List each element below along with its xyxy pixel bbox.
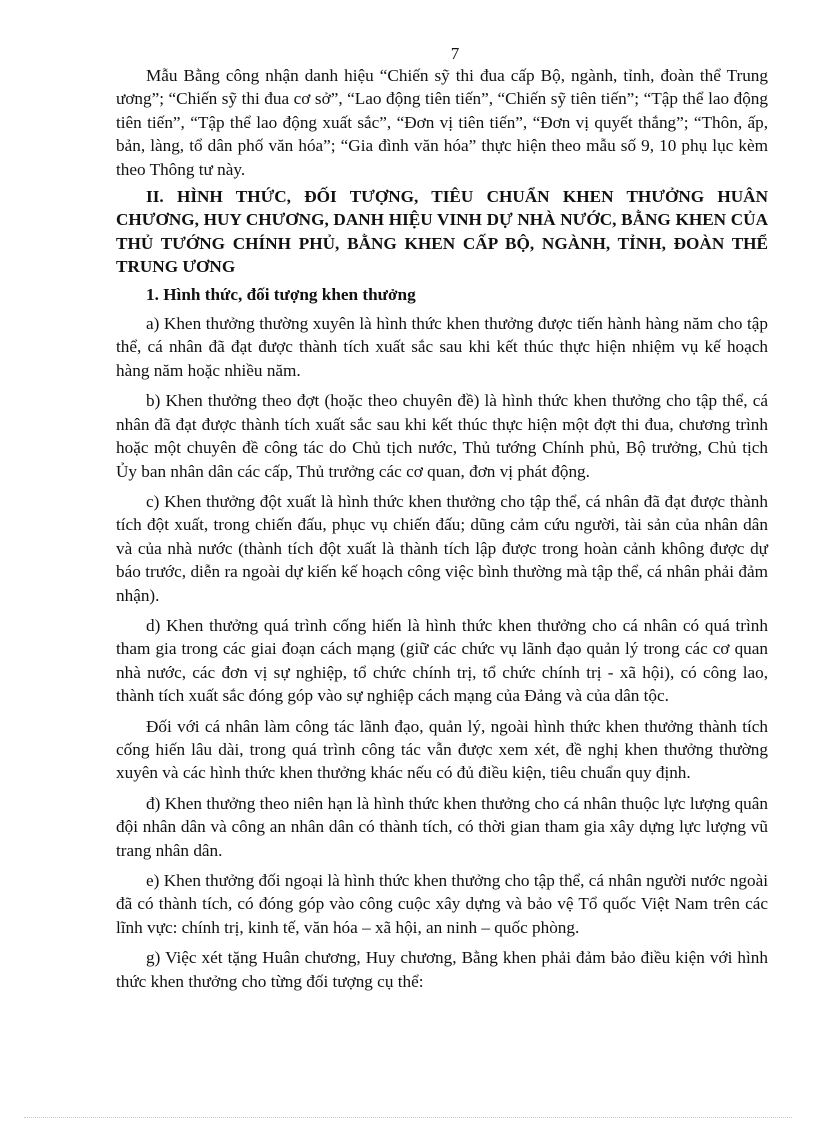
intro-paragraph: Mẫu Bằng công nhận danh hiệu “Chiến sỹ thi đua cấp Bộ, ngành, tỉnh, đoàn thể Trung ương”; “Chiến sỹ thi đua cơ sở”, “Lao động tiên tiến”, “Chiến sỹ tiên tiến”; “Tập thể lao động tiên tiến”, “Tập thể lao động xuất sắc”, “Đơn vị tiên tiến”, “Đơn vị quyết thắng”; “Thôn, ấp, bản, làng, tổ dân phố văn hóa”; “Gia đình văn hóa” thực hiện theo mẫu số 9, 10 phụ lục kèm theo Thông tư này. — [116, 66, 768, 179]
paragraph-a: a) Khen thưởng thường xuyên là hình thức khen thưởng được tiến hành hàng năm cho tập thể, cá nhân đã đạt được thành tích xuất sắc sau khi kết thúc thực hiện nhiệm vụ kế hoạch hàng năm hoặc nhiều năm. — [116, 314, 768, 380]
paragraph-d: d) Khen thưởng quá trình cống hiến là hình thức khen thưởng cho cá nhân có quá trình tham gia trong các giai đoạn cách mạng (giữ các chức vụ lãnh đạo quản lý trong các cơ quan nhà nước, các đơn vị sự nghiệp, tổ chức chính trị, tổ chức chính trị - xã hội), có công lao, thành tích xuất sắc đóng góp vào sự nghiệp cách mạng của Đảng và của dân tộc. — [116, 615, 768, 706]
paragraph-c: c) Khen thưởng đột xuất là hình thức khen thưởng cho tập thể, cá nhân đã đạt được thành tích đột xuất, trong chiến đấu, phục vụ chiến đấu; dũng cảm cứu người, tài sản của nhân dân và của nhà nước (thành tích đột xuất là thành tích lập được trong hoàn cảnh không được dự báo trước, diễn ra ngoài dự kiến kế hoạch công việc bình thường mà tập thể, cá nhân phải đảm nhận). — [116, 491, 768, 605]
paragraph-b: b) Khen thưởng theo đợt (hoặc theo chuyên đề) là hình thức khen thưởng cho tập thể, cá nhân đã đạt được thành tích xuất sắc sau khi kết thúc thực hiện một đợt thi đua, chương trình hoặc một chuyên đề công tác do Chủ tịch nước, Thủ tướng Chính phủ, Bộ trưởng, Chủ tịch Ủy ban nhân dân các cấp, Thủ trưởng các cơ quan, đơn vị phát động. — [116, 391, 768, 481]
page-number: 7 — [450, 44, 460, 63]
paragraph-g: g) Việc xét tặng Huân chương, Huy chương, Bằng khen phải đảm bảo điều kiện với hình thức khen thưởng cho từng đối tượng cụ thể: — [116, 948, 768, 991]
page-bottom-divider — [24, 1117, 792, 1118]
paragraph-e: e) Khen thưởng đối ngoại là hình thức khen thưởng cho tập thể, cá nhân người nước ngoài đã có thành tích, có đóng góp vào công cuộc xây dựng và bảo vệ Tổ quốc Việt Nam trên các lĩnh vực: chính trị, kinh tế, văn hóa – xã hội, an ninh – quốc phòng. — [116, 871, 768, 937]
section-heading: II. HÌNH THỨC, ĐỐI TƯỢNG, TIÊU CHUẨN KHEN THƯỞNG HUÂN CHƯƠNG, HUY CHƯƠNG, DANH HIỆU VINH DỰ NHÀ NƯỚC, BẰNG KHEN CỦA THỦ TƯỚNG CHÍNH PHỦ, BẰNG KHEN CẤP BỘ, NGÀNH, TỈNH, ĐOÀN THỂ TRUNG ƯƠNG — [116, 187, 768, 277]
document-page — [116, 44, 768, 997]
subsection-heading: 1. Hình thức, đối tượng khen thưởng — [146, 284, 416, 304]
paragraph-leaders: Đối với cá nhân làm công tác lãnh đạo, quản lý, ngoài hình thức khen thưởng thành tích cống hiến lâu dài, trong quá trình công tác vẫn được xem xét, đề nghị khen thưởng thường xuyên và các hình thức khen thưởng khác nếu có đủ điều kiện, tiêu chuẩn quy định. — [116, 716, 768, 783]
paragraph-dd: đ) Khen thưởng theo niên hạn là hình thức khen thưởng cho cá nhân thuộc lực lượng quân đội nhân dân và công an nhân dân có thành tích, có thời gian tham gia xây dựng lực lượng vũ trang nhân dân. — [116, 793, 768, 860]
